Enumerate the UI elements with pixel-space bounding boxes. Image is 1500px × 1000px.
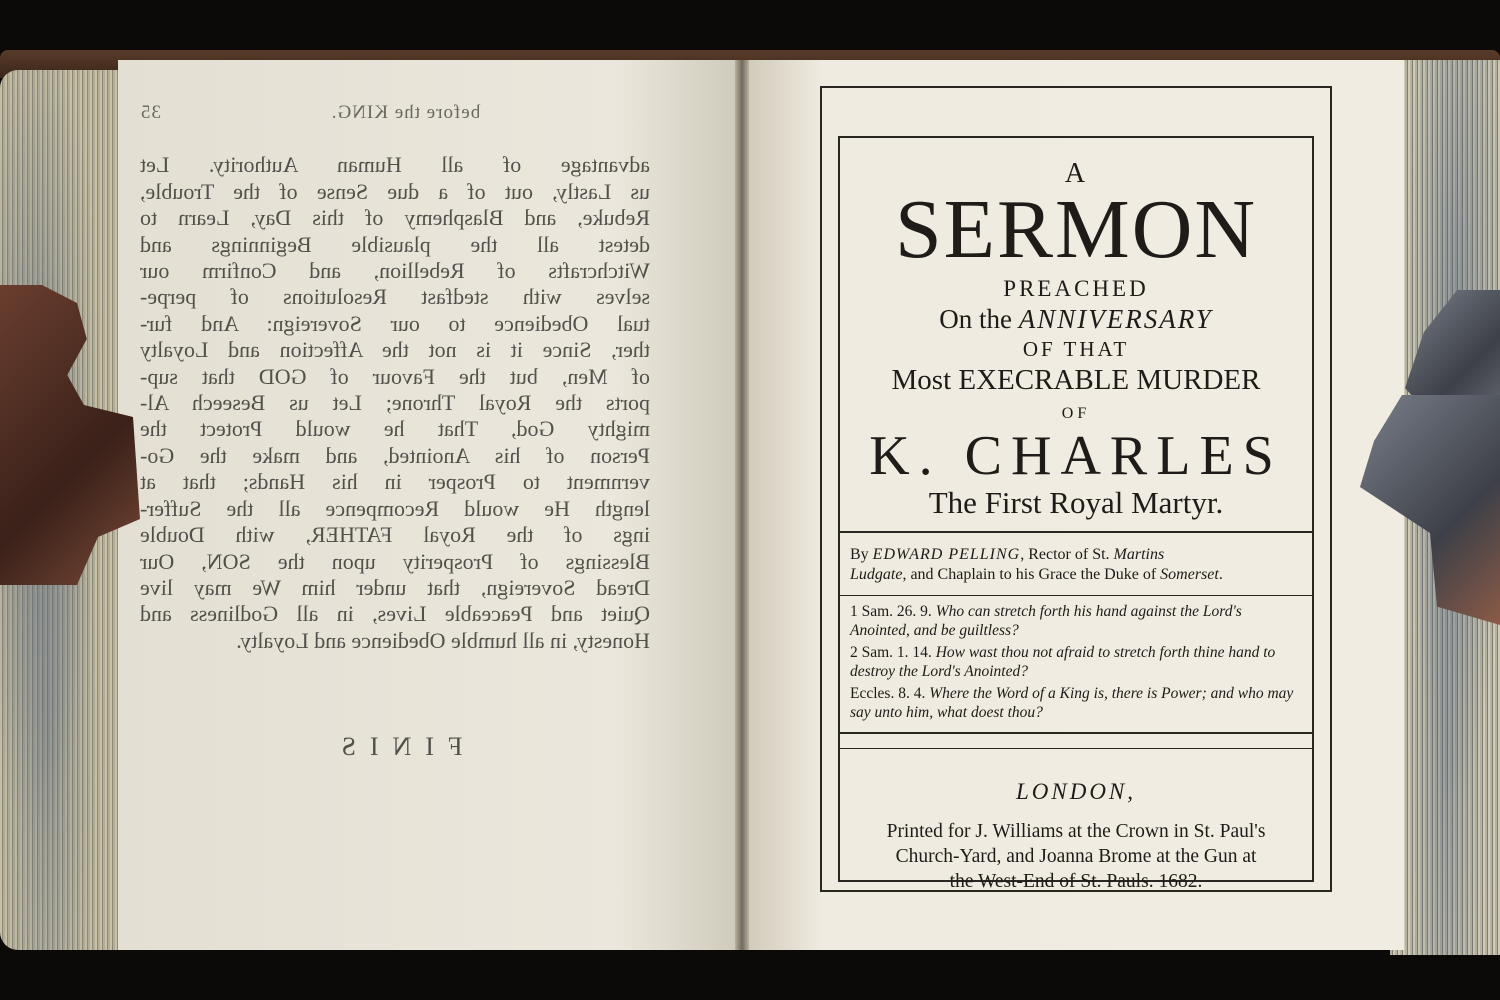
scripture-quotes (850, 602, 1302, 722)
left-page-line: of Men, but the Favour of GOD that sup- (140, 363, 650, 389)
left-page-line: length He would Recompence all the Suffer- (140, 495, 650, 521)
title-page-inner-border (838, 136, 1314, 892)
left-page-line: Dread Sovereign, that under him We may live (140, 574, 650, 600)
left-page-body (140, 152, 650, 654)
scripture-text: Where the Word of a King is, there is Power; and who may say unto him, what doest thou? (850, 685, 1294, 721)
title-rule-4 (840, 748, 1312, 749)
left-page-line: ther, Since it is not the Affection and Loyalty (140, 337, 650, 363)
title-of-that: OF THAT (1022, 337, 1130, 361)
author-end: . (1218, 566, 1223, 583)
scripture-ref: 2 Sam. 1. 14. (850, 644, 936, 661)
running-head (140, 100, 650, 126)
scripture-text: Who can stretch forth his hand against the Lord's Anointed, and be guiltless? (850, 603, 1242, 639)
imprint-line-1: Printed for J. Williams at the Crown in St. Paul's (886, 821, 1266, 842)
left-page-line: Honesty, in all humble Obedience and Loyalty. (236, 627, 650, 653)
imprint-london: LONDON, (1015, 779, 1137, 804)
left-page-line: tual Obedience to our Sovereign: And fur- (140, 310, 650, 336)
scripture-text: How wast thou not afraid to stretch forth thine hand to destroy the Lord's Anointed? (850, 644, 1276, 680)
author-ludgate: Ludgate (850, 566, 903, 583)
title-anniversary-line (840, 304, 1312, 335)
imprint-line-3: the West-End of St. Pauls. 1682. (949, 871, 1203, 892)
author-line (850, 545, 1302, 585)
title-of: OF (1061, 405, 1091, 422)
title-anniversary: ANNIVERSARY (1018, 304, 1213, 334)
left-page-line: Rebuke, and Blasphemy of this Day, Learn to (140, 205, 650, 231)
finis-label: FINIS (327, 732, 463, 762)
scripture-quote (850, 643, 1302, 681)
left-page-line: Quiet and Peaceable Lives, in all Godliness and (140, 601, 650, 627)
left-page-line: Blessings of Prosperity upon the SON, Our (140, 548, 650, 574)
left-page-line: selves with stedfast Resolutions of perpe- (140, 284, 650, 310)
left-page-line: advantage of all Human Authority. Let (140, 152, 650, 178)
scripture-ref: Eccles. 8. 4. (850, 685, 930, 702)
left-page-line: ports the Royal Throne; Let us Beseech Al- (140, 390, 650, 416)
scripture-quote (850, 684, 1302, 722)
author-name: EDWARD PELLING (872, 546, 1021, 563)
left-page-line: vernment to Prosper in his Hands; that at (140, 469, 650, 495)
title-preached: PREACHED (1003, 276, 1149, 301)
left-page-line: Witchcrafts of Rebellion, and Confirm our (140, 258, 650, 284)
imprint-line-2: Church-Yard, and Joanna Brome at the Gun at (895, 846, 1257, 867)
title-charles: K. CHARLES (869, 425, 1283, 487)
running-head-text: before the KING. (330, 102, 481, 123)
left-page-line: us Lastly, out of a due Sense of the Trouble, (140, 178, 650, 204)
page-number: 35 (140, 102, 161, 123)
left-page-line: ings of the Royal FATHER, with Double (140, 522, 650, 548)
author-martins: Martins (1113, 546, 1165, 563)
title-rule-3 (840, 732, 1312, 734)
scripture-quote (850, 602, 1302, 640)
title-martyr: The First Royal Martyr. (928, 485, 1224, 520)
title-on-the: On the (939, 304, 1019, 334)
book-gutter (735, 60, 749, 950)
left-page-line: Person of his Anointed, and make the Go- (140, 442, 650, 468)
left-page-line: mighty God, That he would Protect the (140, 416, 650, 442)
imprint (840, 819, 1312, 894)
author-rest-2: , and Chaplain to his Grace the Duke of (902, 566, 1161, 583)
scripture-ref: 1 Sam. 26. 9. (850, 603, 936, 620)
left-page-line: detest all the plausible Beginnings and (140, 231, 650, 257)
title-murder: Most EXECRABLE MURDER (891, 364, 1261, 396)
title-a: A (1064, 158, 1088, 189)
author-rest-1: , Rector of St. (1020, 546, 1114, 563)
author-by: By (850, 546, 873, 563)
title-rule-2 (840, 595, 1312, 596)
left-page-text (140, 100, 650, 761)
author-somerset: Somerset (1160, 566, 1219, 583)
title-rule-1 (840, 531, 1312, 533)
title-sermon: SERMON (894, 183, 1258, 276)
